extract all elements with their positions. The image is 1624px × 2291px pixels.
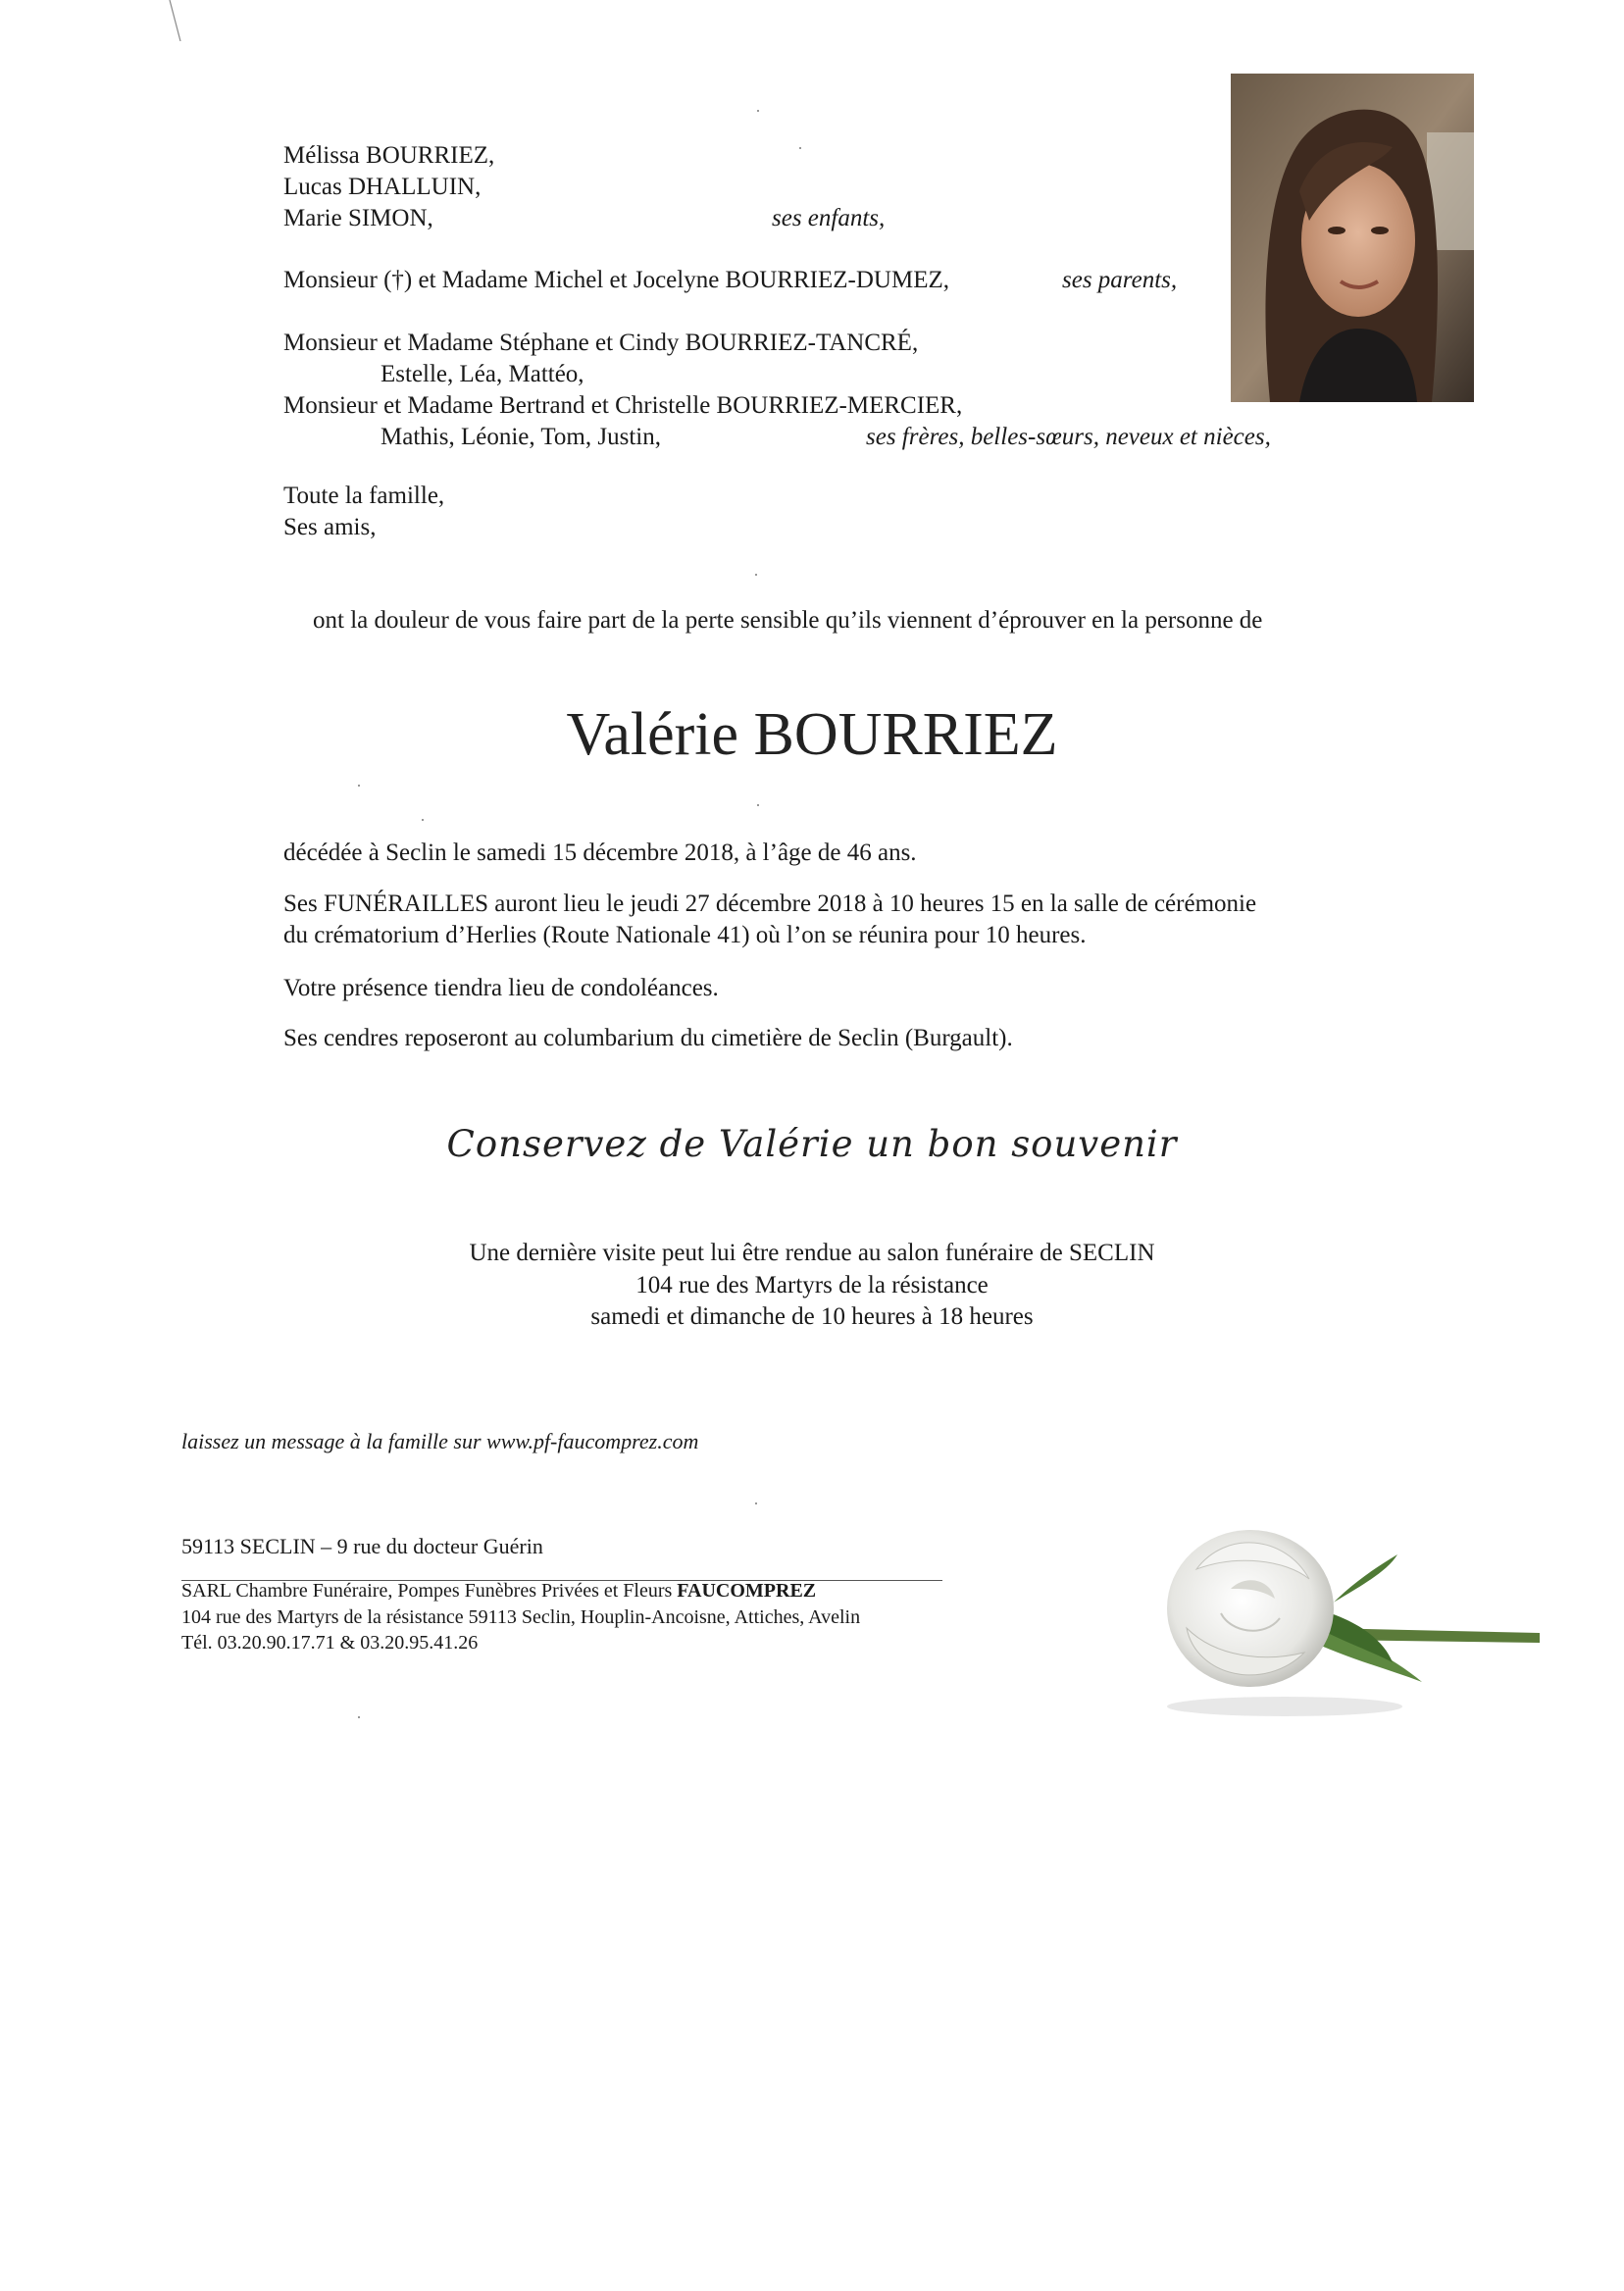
condolences-note: Votre présence tiendra lieu de condoléances.: [283, 975, 719, 1001]
remembrance-line: Conservez de Valérie un bon souvenir: [446, 1123, 1178, 1165]
siblings-role: ses frères, belles-sœurs, neveux et nièces,: [866, 424, 1271, 450]
parents-line: Monsieur (†) et Madame Michel et Jocelyne BOURRIEZ-DUMEZ,: [283, 267, 950, 293]
death-details: décédée à Seclin le samedi 15 décembre 2018, à l’âge de 46 ans.: [283, 840, 917, 866]
speck: [755, 574, 757, 576]
visit-line: Une dernière visite peut lui être rendue au salon funéraire de SECLIN: [469, 1240, 1155, 1266]
deceased-name: Valérie BOURRIEZ: [566, 701, 1058, 768]
child-name: Lucas DHALLUIN,: [283, 174, 482, 200]
sibling-children: Estelle, Léa, Mattéo,: [381, 361, 584, 387]
portrait-photo: [1231, 74, 1474, 402]
footer-address: 59113 SECLIN – 9 rue du docteur Guérin: [181, 1534, 543, 1558]
children-role: ses enfants,: [772, 205, 886, 231]
speck: [757, 110, 759, 112]
sibling-children: Mathis, Léonie, Tom, Justin,: [381, 424, 661, 450]
speck: [358, 785, 360, 787]
others-line: Ses amis,: [283, 514, 377, 540]
ashes-note: Ses cendres reposeront au columbarium du cimetière de Seclin (Burgault).: [283, 1025, 1013, 1051]
funeral-details: du crématorium d’Herlies (Route Nationale 41) où l’on se réunira pour 10 heures.: [283, 922, 1087, 948]
speck: [358, 1716, 360, 1718]
company-name: FAUCOMPREZ: [677, 1580, 817, 1602]
company-prefix: SARL Chambre Funéraire, Pompes Funèbres Privées et Fleurs: [181, 1580, 673, 1602]
white-rose-illustration: [1138, 1491, 1549, 1726]
speck: [422, 819, 424, 821]
speck: [799, 147, 801, 149]
child-name: Marie SIMON,: [283, 205, 433, 231]
sibling-line: Monsieur et Madame Stéphane et Cindy BOURRIEZ-TANCRÉ,: [283, 330, 919, 356]
visit-line: samedi et dimanche de 10 heures à 18 heures: [590, 1303, 1034, 1330]
scan-mark: [169, 0, 182, 41]
company-phone: Tél. 03.20.90.17.71 & 03.20.95.41.26: [181, 1632, 479, 1654]
visit-line: 104 rue des Martyrs de la résistance: [635, 1272, 989, 1298]
company-address: 104 rue des Martyrs de la résistance 59113 Seclin, Houplin-Ancoisne, Attiches, Avelin: [181, 1606, 861, 1628]
child-name: Mélissa BOURRIEZ,: [283, 142, 495, 169]
message-link[interactable]: laissez un message à la famille sur www.pf-faucomprez.com: [181, 1429, 699, 1453]
company-line: [181, 1581, 816, 1601]
others-line: Toute la famille,: [283, 483, 445, 509]
funeral-details: Ses FUNÉRAILLES auront lieu le jeudi 27 décembre 2018 à 10 heures 15 en la salle de cérémonie: [283, 891, 1257, 917]
speck: [757, 804, 759, 806]
parents-role: ses parents,: [1062, 267, 1178, 293]
speck: [755, 1502, 757, 1504]
announcement-text: ont la douleur de vous faire part de la perte sensible qu’ils viennent d’éprouver en la personne de: [313, 607, 1263, 634]
sibling-line: Monsieur et Madame Bertrand et Christelle BOURRIEZ-MERCIER,: [283, 392, 963, 419]
